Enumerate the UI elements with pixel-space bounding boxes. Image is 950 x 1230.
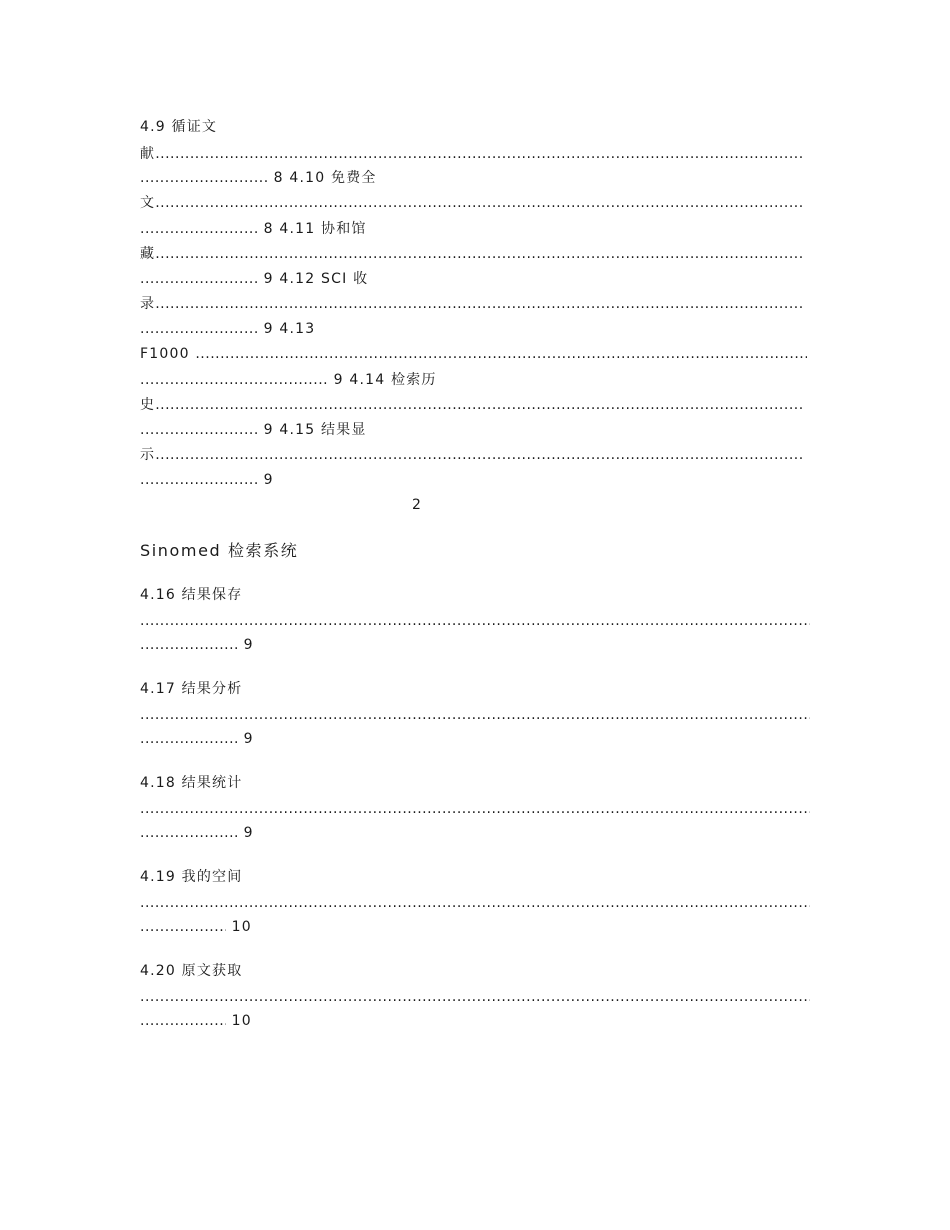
toc-line (140, 728, 810, 750)
leader-dots (140, 469, 258, 491)
leader-dots (155, 243, 805, 265)
toc-text: 9 (258, 472, 274, 488)
toc-line (140, 822, 810, 844)
toc-entry-title (140, 772, 810, 794)
toc-text: 4.16 结果保存 (140, 587, 243, 603)
toc-text: 4.18 结果统计 (140, 775, 243, 791)
toc-entry-title (140, 960, 810, 982)
leader-dots (140, 318, 258, 340)
toc-text: 文 (140, 195, 156, 211)
toc-line (140, 444, 810, 466)
toc-page: 10 (226, 1013, 252, 1029)
toc-text: 9 4.15 结果显 (258, 422, 367, 438)
toc-line (140, 704, 810, 726)
toc-line (140, 268, 810, 290)
leader-dots (140, 634, 238, 656)
toc-page: 10 (226, 919, 252, 935)
toc-text: 4.17 结果分析 (140, 681, 243, 697)
toc-text: 示 (140, 447, 156, 463)
leader-dots (195, 343, 807, 365)
toc-line (140, 243, 810, 265)
leader-dots (140, 268, 258, 290)
leader-dots (140, 218, 258, 240)
toc-line (140, 916, 810, 938)
toc-text: 4.19 我的空间 (140, 869, 243, 885)
leader-dots (140, 610, 810, 632)
toc-text: 4.20 原文获取 (140, 963, 243, 979)
toc-line (140, 143, 810, 165)
toc-line (140, 634, 810, 656)
toc-line (140, 1010, 810, 1032)
toc-line (140, 610, 810, 632)
toc-text: 献 (140, 146, 156, 162)
leader-dots (140, 798, 810, 820)
toc-entry-title (140, 584, 810, 606)
toc-text: 9 4.12 SCI 收 (258, 271, 369, 287)
toc-line (140, 986, 810, 1008)
toc-line (140, 419, 810, 441)
leader-dots (140, 916, 226, 938)
page-number: 2 (412, 497, 423, 513)
leader-dots (140, 986, 810, 1008)
toc-line (140, 469, 810, 491)
toc-page: 9 (238, 825, 254, 841)
leader-dots (140, 369, 328, 391)
toc-line (140, 192, 810, 214)
leader-dots (140, 822, 238, 844)
toc-line (140, 293, 810, 315)
leader-dots (140, 419, 258, 441)
toc-text: F1000 (140, 346, 196, 362)
toc-line (140, 369, 810, 391)
leader-dots (155, 293, 805, 315)
leader-dots (140, 892, 810, 914)
toc-text: 8 4.11 协和馆 (258, 221, 367, 237)
toc-line (140, 892, 810, 914)
toc-line (140, 167, 810, 189)
toc-line (140, 394, 810, 416)
toc-text: 4.9 循证文 (140, 119, 218, 135)
toc-text: 录 (140, 296, 156, 312)
leader-dots (140, 704, 810, 726)
toc-line (140, 318, 810, 340)
leader-dots (140, 728, 238, 750)
leader-dots (155, 143, 805, 165)
leader-dots (155, 192, 805, 214)
toc-line (140, 218, 810, 240)
leader-dots (155, 444, 805, 466)
toc-line (140, 116, 810, 138)
toc-page: 9 (238, 731, 254, 747)
toc-text: 9 4.13 (258, 321, 316, 337)
toc-text: 史 (140, 397, 156, 413)
toc-text: 8 4.10 免费全 (268, 170, 377, 186)
toc-line (140, 798, 810, 820)
running-header-title: Sinomed 检索系统 (140, 541, 299, 560)
leader-dots (140, 167, 268, 189)
toc-entry-title (140, 866, 810, 888)
toc-entry-title (140, 678, 810, 700)
toc-text: 藏 (140, 246, 156, 262)
leader-dots (140, 1010, 226, 1032)
toc-line (140, 343, 810, 365)
leader-dots (155, 394, 805, 416)
toc-text: 9 4.14 检索历 (328, 372, 437, 388)
toc-page: 9 (238, 637, 254, 653)
